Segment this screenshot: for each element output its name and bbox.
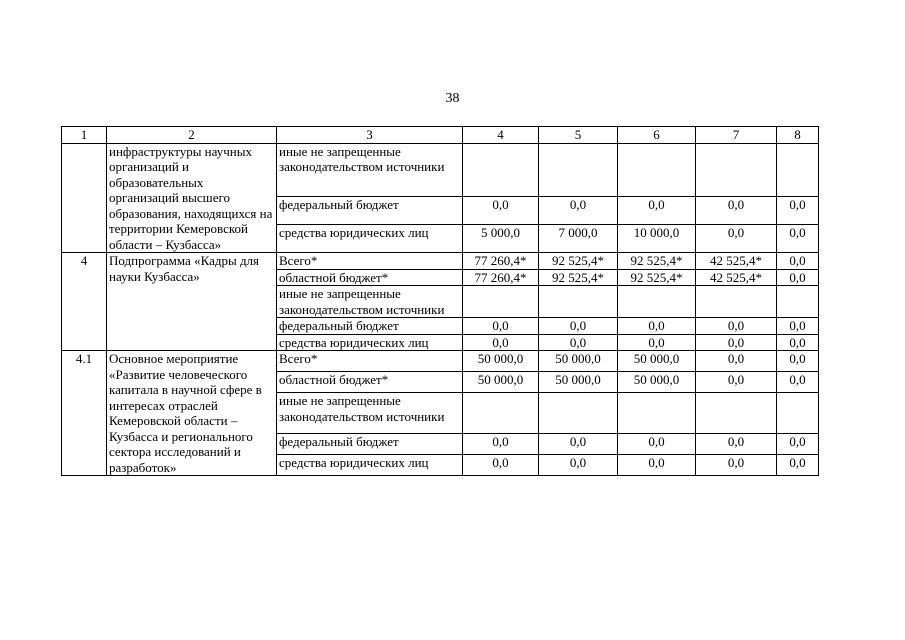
amount-cell: 0,0: [618, 197, 696, 225]
amount-cell: 0,0: [696, 334, 777, 351]
amount-cell: 42 525,4*: [696, 269, 777, 286]
amount-cell: 10 000,0: [618, 225, 696, 253]
amount-cell: [618, 143, 696, 197]
funding-source-cell: средства юридических лиц: [277, 334, 463, 351]
funding-source-cell: средства юридических лиц: [277, 454, 463, 475]
amount-cell: 50 000,0: [618, 351, 696, 372]
funding-source-cell: Всего*: [277, 253, 463, 270]
amount-cell: 0,0: [463, 318, 539, 335]
amount-cell: 0,0: [463, 454, 539, 475]
amount-cell: 0,0: [618, 334, 696, 351]
program-name-cell: Основное мероприятие «Развитие человеческого капитала в научной сфере в интересах отраслей Кемеровской области – Кузбасса и регионального сектора исследований и разработок»: [107, 351, 277, 476]
amount-cell: 0,0: [618, 454, 696, 475]
amount-cell: [539, 143, 618, 197]
amount-cell: [539, 286, 618, 318]
amount-cell: 0,0: [777, 197, 819, 225]
amount-cell: 5 000,0: [463, 225, 539, 253]
funding-source-cell: федеральный бюджет: [277, 433, 463, 454]
amount-cell: 0,0: [463, 334, 539, 351]
amount-cell: 0,0: [539, 197, 618, 225]
amount-cell: 0,0: [618, 318, 696, 335]
amount-cell: 0,0: [696, 454, 777, 475]
amount-cell: 0,0: [777, 253, 819, 270]
amount-cell: 0,0: [463, 433, 539, 454]
amount-cell: [463, 393, 539, 434]
row-number-cell: 4.1: [62, 351, 107, 476]
amount-cell: 0,0: [696, 372, 777, 393]
column-number-cell: 8: [777, 127, 819, 144]
funding-source-cell: иные не запрещенные законодательством источники: [277, 143, 463, 197]
column-number-cell: 5: [539, 127, 618, 144]
amount-cell: 0,0: [777, 269, 819, 286]
row-number-cell: [62, 143, 107, 253]
budget-table: [61, 126, 819, 476]
amount-cell: 50 000,0: [463, 372, 539, 393]
amount-cell: 92 525,4*: [618, 269, 696, 286]
amount-cell: 0,0: [539, 433, 618, 454]
amount-cell: [618, 286, 696, 318]
funding-source-cell: иные не запрещенные законодательством источники: [277, 286, 463, 318]
amount-cell: [777, 393, 819, 434]
amount-cell: 0,0: [463, 197, 539, 225]
program-name-cell: инфраструктуры научных организаций и образовательных организаций высшего образования, находящихся на территории Кемеровской области – Кузбасса»: [107, 143, 277, 253]
funding-source-cell: иные не запрещенные законодательством источники: [277, 393, 463, 434]
funding-source-cell: федеральный бюджет: [277, 197, 463, 225]
column-number-row: [62, 127, 819, 144]
amount-cell: 0,0: [696, 225, 777, 253]
amount-cell: 0,0: [696, 197, 777, 225]
amount-cell: 77 260,4*: [463, 269, 539, 286]
funding-source-cell: федеральный бюджет: [277, 318, 463, 335]
amount-cell: 77 260,4*: [463, 253, 539, 270]
funding-source-cell: областной бюджет*: [277, 372, 463, 393]
funding-source-cell: средства юридических лиц: [277, 225, 463, 253]
column-number-cell: 2: [107, 127, 277, 144]
amount-cell: [777, 286, 819, 318]
column-number-cell: 6: [618, 127, 696, 144]
amount-cell: 0,0: [777, 351, 819, 372]
amount-cell: [696, 393, 777, 434]
amount-cell: 0,0: [777, 433, 819, 454]
amount-cell: 92 525,4*: [539, 269, 618, 286]
column-number-cell: 7: [696, 127, 777, 144]
amount-cell: 42 525,4*: [696, 253, 777, 270]
amount-cell: 50 000,0: [539, 351, 618, 372]
column-number-cell: 3: [277, 127, 463, 144]
amount-cell: 92 525,4*: [618, 253, 696, 270]
amount-cell: 0,0: [777, 454, 819, 475]
amount-cell: 50 000,0: [539, 372, 618, 393]
amount-cell: 0,0: [539, 334, 618, 351]
amount-cell: 0,0: [696, 351, 777, 372]
table-body: [62, 127, 819, 476]
program-name-cell: Подпрограмма «Кадры для науки Кузбасса»: [107, 253, 277, 351]
amount-cell: 0,0: [696, 318, 777, 335]
page-number: 38: [445, 91, 460, 106]
amount-cell: [539, 393, 618, 434]
amount-cell: [463, 286, 539, 318]
amount-cell: [777, 143, 819, 197]
funding-source-cell: Всего*: [277, 351, 463, 372]
amount-cell: 50 000,0: [618, 372, 696, 393]
column-number-cell: 4: [463, 127, 539, 144]
amount-cell: [618, 393, 696, 434]
table-row: [62, 253, 819, 270]
amount-cell: 0,0: [777, 372, 819, 393]
amount-cell: 0,0: [777, 225, 819, 253]
table-row: [62, 351, 819, 372]
table-row: [62, 143, 819, 197]
amount-cell: 0,0: [777, 334, 819, 351]
amount-cell: [696, 286, 777, 318]
amount-cell: 0,0: [539, 318, 618, 335]
column-number-cell: 1: [62, 127, 107, 144]
funding-source-cell: областной бюджет*: [277, 269, 463, 286]
amount-cell: 50 000,0: [463, 351, 539, 372]
amount-cell: 0,0: [539, 454, 618, 475]
amount-cell: [463, 143, 539, 197]
amount-cell: 0,0: [696, 433, 777, 454]
amount-cell: 0,0: [777, 318, 819, 335]
amount-cell: 92 525,4*: [539, 253, 618, 270]
amount-cell: [696, 143, 777, 197]
amount-cell: 7 000,0: [539, 225, 618, 253]
row-number-cell: 4: [62, 253, 107, 351]
amount-cell: 0,0: [618, 433, 696, 454]
